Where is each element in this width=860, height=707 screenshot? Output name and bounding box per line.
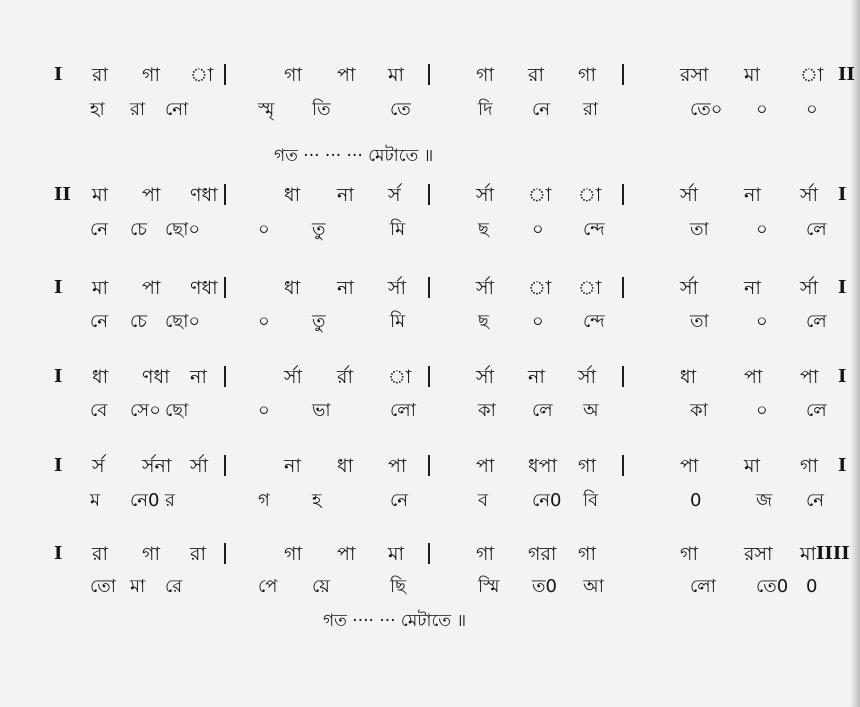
- measure-bar: [428, 455, 430, 476]
- swara-note: গা: [476, 64, 494, 86]
- swara-note: রা: [92, 64, 108, 86]
- lyric-syllable: পে: [258, 576, 278, 597]
- swara-note: মা: [388, 64, 405, 86]
- closing-bar-mark: I: [838, 277, 847, 298]
- swara-note: গা: [680, 543, 698, 565]
- lead-bar-mark: I: [54, 543, 63, 564]
- swara-note: গা: [578, 64, 596, 86]
- refrain-text: গত ··· ··· ··· মেটাতে ॥: [274, 146, 434, 166]
- swara-note: গা: [578, 543, 596, 565]
- measure-bar: [622, 455, 624, 476]
- closing-bar-mark: IIII: [816, 543, 850, 564]
- lyric-syllable: নে: [532, 99, 551, 120]
- notation-line: [0, 360, 860, 394]
- lyric-syllable: ০: [756, 99, 768, 120]
- lyric-syllable: মা: [130, 576, 146, 597]
- lyric-syllable: নে: [90, 219, 109, 240]
- lead-bar-mark: I: [54, 366, 63, 387]
- swara-note: র্সা: [476, 366, 495, 388]
- lyric-syllable: আ: [583, 576, 604, 597]
- swara-note: ধা: [337, 455, 354, 477]
- lyric-syllable: ০: [258, 400, 270, 421]
- measure-bar: [428, 277, 430, 298]
- swara-note: পা: [476, 455, 495, 477]
- measure-bar: [224, 455, 226, 476]
- lyric-syllable: রে: [165, 576, 183, 597]
- lyric-syllable: স্মি: [478, 576, 500, 597]
- lyric-syllable: বে: [90, 400, 108, 421]
- lyric-syllable: নে: [806, 490, 825, 511]
- swara-note: া: [800, 64, 824, 86]
- lyric-line: [0, 394, 860, 428]
- closing-bar-mark: II: [838, 64, 855, 85]
- measure-bar: [224, 64, 226, 85]
- swara-note: রা: [92, 543, 108, 565]
- swara-note: া: [528, 184, 552, 206]
- swara-note: া: [190, 64, 214, 86]
- lyric-syllable: বি: [583, 490, 599, 511]
- swara-note: মা: [92, 277, 109, 299]
- lyric-syllable: ০: [532, 311, 544, 332]
- swara-note: পা: [142, 184, 161, 206]
- swara-note: না: [190, 366, 207, 388]
- lyric-syllable: 0: [690, 490, 702, 511]
- lyric-syllable: ব: [478, 490, 489, 511]
- swara-note: র্সা: [476, 277, 495, 299]
- swara-note: গরা: [528, 543, 557, 565]
- lyric-syllable: ছ: [478, 219, 489, 240]
- lyric-syllable: ০: [756, 219, 768, 240]
- swara-note: র্সা: [476, 184, 495, 206]
- measure-bar: [622, 184, 624, 205]
- measure-bar: [224, 184, 226, 205]
- swara-note: মা: [388, 543, 405, 565]
- lyric-syllable: ০: [258, 219, 270, 240]
- lyric-syllable: ছো০: [165, 311, 201, 332]
- lyric-syllable: তো: [90, 576, 117, 597]
- swara-note: মা: [744, 455, 761, 477]
- swara-note: র্সা: [284, 366, 303, 388]
- lyric-syllable: তে০: [690, 99, 723, 120]
- measure-bar: [622, 64, 624, 85]
- swara-note: র্স: [92, 455, 105, 477]
- lyric-line: [0, 93, 860, 127]
- swara-note: র্সা: [680, 277, 699, 299]
- lyric-syllable: ছো: [165, 400, 189, 421]
- lyric-syllable: লো: [690, 576, 716, 597]
- swara-note: ধা: [92, 366, 109, 388]
- lead-bar-mark: II: [54, 184, 71, 205]
- swara-note: রা: [190, 543, 206, 565]
- swara-note: া: [388, 366, 412, 388]
- refrain-line: [0, 139, 860, 173]
- closing-bar-mark: I: [838, 366, 847, 387]
- swara-note: র্সা: [800, 277, 819, 299]
- swara-note: গা: [800, 455, 818, 477]
- swara-note: রা: [528, 64, 544, 86]
- lyric-syllable: ন্দে: [583, 311, 605, 332]
- lyric-syllable: নে: [90, 311, 109, 332]
- swara-note: ণধা: [190, 184, 218, 206]
- lyric-syllable: নে0: [130, 490, 160, 511]
- swara-note: র্সা: [578, 366, 597, 388]
- lyric-syllable: ০: [258, 311, 270, 332]
- swara-note: র্রা: [337, 366, 353, 388]
- swara-note: র্সা: [190, 455, 209, 477]
- swara-note: ধা: [680, 366, 697, 388]
- closing-bar-mark: I: [838, 184, 847, 205]
- lyric-syllable: লে: [532, 400, 553, 421]
- swara-note: পা: [337, 64, 356, 86]
- lyric-syllable: চে: [130, 311, 148, 332]
- swara-note: না: [284, 455, 301, 477]
- swara-note: র্সা: [680, 184, 699, 206]
- lyric-syllable: নো: [165, 99, 189, 120]
- swara-note: গা: [142, 543, 160, 565]
- lyric-syllable: তে0: [756, 576, 789, 597]
- swara-note: রসা: [744, 543, 773, 565]
- swara-note: মা: [92, 184, 109, 206]
- lyric-syllable: ০: [756, 311, 768, 332]
- measure-bar: [428, 366, 430, 387]
- swara-note: পা: [744, 366, 763, 388]
- lyric-syllable: ছি: [390, 576, 407, 597]
- swara-note: া: [528, 277, 552, 299]
- lyric-syllable: স্মৃ: [258, 99, 275, 120]
- lyric-syllable: নে: [390, 490, 409, 511]
- swara-note: ধপা: [528, 455, 558, 477]
- notation-line: [0, 178, 860, 212]
- lyric-syllable: লে: [806, 311, 827, 332]
- closing-bar-mark: I: [838, 455, 847, 476]
- lyric-syllable: হা: [90, 99, 105, 120]
- lyric-syllable: হ: [312, 490, 322, 511]
- lyric-syllable: ০: [806, 99, 818, 120]
- swara-note: ধা: [284, 277, 301, 299]
- swara-note: গা: [284, 64, 302, 86]
- refrain-line: [0, 604, 860, 638]
- measure-bar: [428, 64, 430, 85]
- lyric-syllable: চে: [130, 219, 148, 240]
- lyric-line: [0, 213, 860, 247]
- swara-note: গা: [578, 455, 596, 477]
- swara-note: া: [578, 277, 602, 299]
- lyric-syllable: র: [165, 490, 175, 511]
- swara-note: র্সা: [388, 277, 407, 299]
- measure-bar: [224, 543, 226, 564]
- lead-bar-mark: I: [54, 277, 63, 298]
- lyric-syllable: তে: [390, 99, 411, 120]
- swara-note: ণধা: [142, 366, 170, 388]
- lyric-line: [0, 305, 860, 339]
- measure-bar: [428, 184, 430, 205]
- lyric-syllable: মি: [390, 311, 406, 332]
- lead-bar-mark: I: [54, 455, 63, 476]
- lyric-syllable: কা: [478, 400, 496, 421]
- swara-note: ধা: [284, 184, 301, 206]
- swara-note: পা: [680, 455, 699, 477]
- lyric-syllable: রা: [130, 99, 146, 120]
- notation-line: [0, 449, 860, 483]
- lyric-syllable: ০: [532, 219, 544, 240]
- swara-note: গা: [476, 543, 494, 565]
- lyric-syllable: তু: [312, 311, 326, 332]
- lyric-syllable: দি: [478, 99, 493, 120]
- lyric-line: [0, 570, 860, 604]
- refrain-text: গত ···· ··· মেটাতে ॥: [323, 611, 467, 631]
- lyric-syllable: নে0: [532, 490, 562, 511]
- lyric-syllable: ত0: [532, 576, 557, 597]
- measure-bar: [224, 277, 226, 298]
- notation-line: [0, 537, 860, 571]
- swara-note: না: [528, 366, 545, 388]
- swara-note: না: [337, 184, 354, 206]
- lyric-syllable: লে: [806, 219, 827, 240]
- lyric-syllable: ভা: [312, 400, 331, 421]
- swara-note: পা: [142, 277, 161, 299]
- lyric-syllable: তু: [312, 219, 326, 240]
- lyric-syllable: ছ: [478, 311, 489, 332]
- swara-note: না: [744, 184, 761, 206]
- measure-bar: [622, 366, 624, 387]
- swara-note: র্স: [388, 184, 401, 206]
- lyric-syllable: তি: [312, 99, 331, 120]
- swara-note: র্সা: [800, 184, 819, 206]
- measure-bar: [428, 543, 430, 564]
- lyric-syllable: 0: [806, 576, 818, 597]
- lyric-syllable: ০: [756, 400, 768, 421]
- swara-note: না: [337, 277, 354, 299]
- lyric-syllable: মি: [390, 219, 406, 240]
- lyric-syllable: অ: [583, 400, 599, 421]
- lyric-syllable: সে০: [130, 400, 161, 421]
- swara-note: পা: [388, 455, 407, 477]
- measure-bar: [224, 366, 226, 387]
- swara-note: গা: [284, 543, 302, 565]
- notation-line: [0, 58, 860, 92]
- lyric-syllable: ম: [90, 490, 100, 511]
- measure-bar: [622, 277, 624, 298]
- lyric-syllable: রা: [583, 99, 599, 120]
- lyric-syllable: লে: [806, 400, 827, 421]
- swara-note: পা: [800, 366, 819, 388]
- lyric-syllable: তা: [690, 219, 709, 240]
- lyric-syllable: লো: [390, 400, 416, 421]
- swara-note: মা: [800, 543, 817, 565]
- swara-note: া: [578, 184, 602, 206]
- lyric-syllable: ছো০: [165, 219, 201, 240]
- swara-note: মা: [744, 64, 761, 86]
- lyric-syllable: গ: [258, 490, 270, 511]
- notation-line: [0, 271, 860, 305]
- lead-bar-mark: I: [54, 64, 63, 85]
- swara-note: পা: [337, 543, 356, 565]
- lyric-syllable: জ: [756, 490, 773, 511]
- swara-note: না: [744, 277, 761, 299]
- lyric-syllable: ন্দে: [583, 219, 605, 240]
- swara-note: রসা: [680, 64, 709, 86]
- swara-note: ণধা: [190, 277, 218, 299]
- lyric-syllable: কা: [690, 400, 708, 421]
- lyric-syllable: য়ে: [312, 576, 330, 597]
- lyric-syllable: তা: [690, 311, 709, 332]
- swara-note: গা: [142, 64, 160, 86]
- lyric-line: [0, 484, 860, 518]
- swara-note: র্সনা: [142, 455, 172, 477]
